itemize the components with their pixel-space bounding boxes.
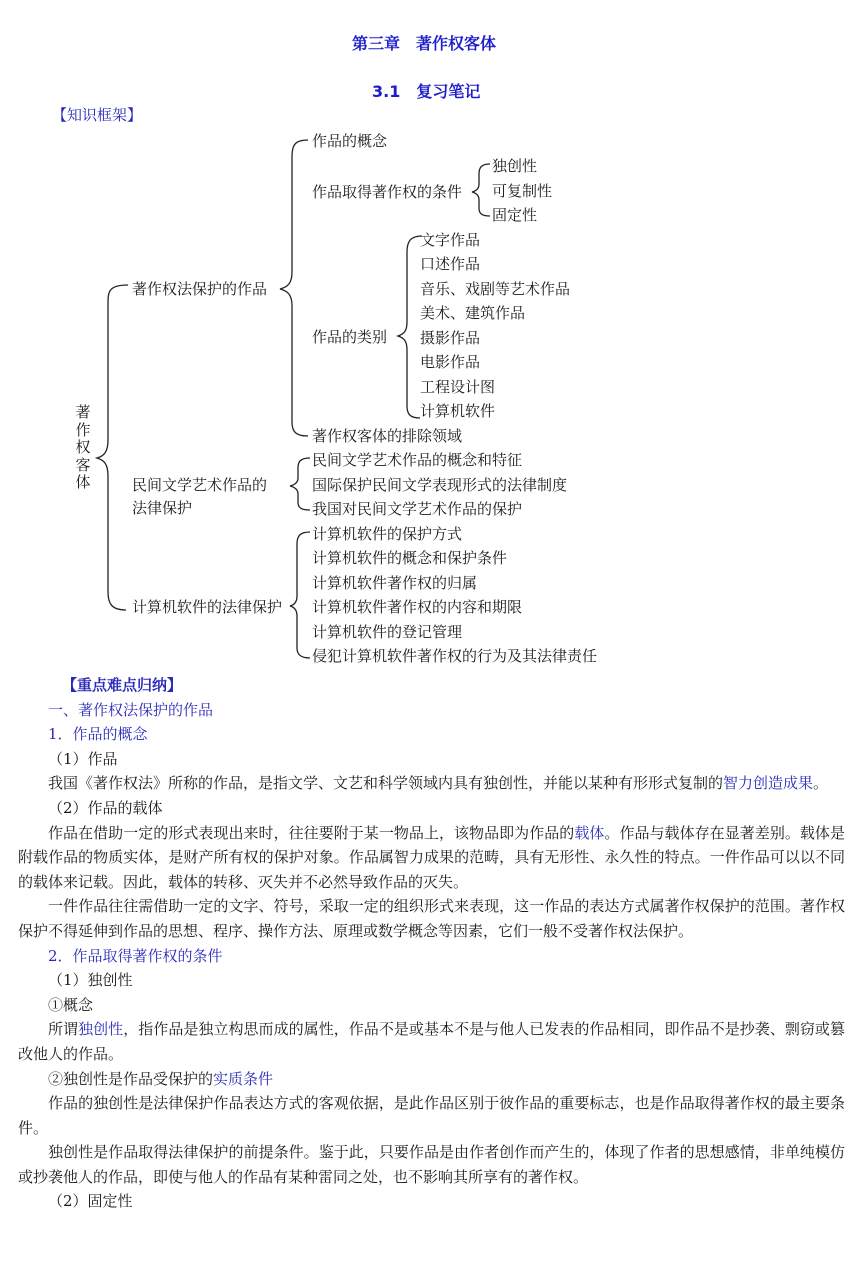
key-term: 独创性 xyxy=(78,1020,124,1039)
brace-branch2 xyxy=(290,458,310,510)
framework-heading: 【知识框架】 xyxy=(52,106,143,124)
brace-branch3 xyxy=(290,532,310,658)
branch3-item: 计算机软件的保护方式 xyxy=(312,525,463,543)
key-term: 实质条件 xyxy=(213,1069,274,1088)
text-run: 。 xyxy=(813,774,829,793)
subsection-heading: 2．作品取得著作权的条件 xyxy=(48,946,223,965)
category-item: 文字作品 xyxy=(420,231,481,249)
branch1-concept: 作品的概念 xyxy=(312,132,388,150)
paragraph xyxy=(18,1017,845,1066)
category-item: 口述作品 xyxy=(420,255,481,273)
category-item: 摄影作品 xyxy=(420,329,481,347)
item-heading: ①概念 xyxy=(48,995,94,1014)
category-item: 计算机软件 xyxy=(420,402,496,420)
category-item: 工程设计图 xyxy=(420,378,496,396)
branch3-item: 计算机软件著作权的内容和期限 xyxy=(312,598,523,616)
branch1-conditions: 作品取得著作权的条件 xyxy=(312,183,463,201)
brace-categories xyxy=(398,236,422,418)
condition-item: 固定性 xyxy=(492,206,538,224)
item-heading xyxy=(18,1067,845,1092)
key-term: 智力创造成果 xyxy=(723,774,814,793)
category-item: 音乐、戏剧等艺术作品 xyxy=(420,280,571,298)
branch1-categories: 作品的类别 xyxy=(312,328,388,346)
paragraph: 独创性是作品取得法律保护的前提条件。鉴于此，只要作品是由作者创作而产生的，体现了作者的思想感情，非单纯模仿或抄袭他人的作品，即使与他人的作品有某种雷同之处，也不影响其所享有的著作权。 xyxy=(18,1143,845,1186)
text-run: 作品在借助一定的形式表现出来时，往往要附于某一物品上，该物品即为作品的 xyxy=(48,823,575,842)
text-run: ②独创性是作品受保护的 xyxy=(48,1069,214,1088)
branch2-label-line1: 民间文学艺术作品的 xyxy=(132,476,268,494)
item-heading: （1）作品 xyxy=(48,749,118,768)
branch2-item: 国际保护民间文学表现形式的法律制度 xyxy=(312,476,568,494)
summary-section xyxy=(18,673,845,1214)
branch3-item: 计算机软件的概念和保护条件 xyxy=(312,549,508,567)
chapter-title: 第三章 著作权客体 xyxy=(352,34,497,53)
item-heading: （1）独创性 xyxy=(48,971,133,990)
subsection-heading: 1．作品的概念 xyxy=(48,725,148,744)
branch2-item: 我国对民间文学艺术作品的保护 xyxy=(312,500,523,518)
item-heading: （2）固定性 xyxy=(48,1192,133,1211)
paragraph xyxy=(18,771,845,796)
paragraph: 一件作品往往需借助一定的文字、符号，采取一定的组织形式来表现，这一作品的表达方式属著作权保护的范围。著作权保护不得延伸到作品的思想、程序、操作方法、原理或数学概念等因素，它们一般不受著作权法保护。 xyxy=(18,897,845,940)
brace-root xyxy=(97,285,128,610)
text-run: ，指作品是独立构思而成的属性，作品不是或基本不是与他人已发表的作品相同，即作品不是抄袭、剽窃或篡改他人的作品。 xyxy=(18,1020,845,1063)
brace-branch1 xyxy=(280,140,308,436)
paragraph xyxy=(18,821,845,895)
category-item: 美术、建筑作品 xyxy=(420,304,526,322)
branch3-item: 侵犯计算机软件著作权的行为及其法律责任 xyxy=(312,647,598,665)
key-term: 载体 xyxy=(574,823,605,842)
paragraph: 作品的独创性是法律保护作品表达方式的客观依据，是此作品区别于彼作品的重要标志，也是作品取得著作权的最主要条件。 xyxy=(18,1094,845,1137)
branch1-label: 著作权法保护的作品 xyxy=(132,280,268,298)
condition-item: 独创性 xyxy=(492,157,538,175)
category-item: 电影作品 xyxy=(420,353,481,371)
summary-heading: 【重点难点归纳】 xyxy=(62,676,183,694)
branch3-label: 计算机软件的法律保护 xyxy=(132,598,283,616)
text-run: 我国《著作权法》所称的作品，是指文学、文艺和科学领域内具有独创性，并能以某种有形形式复制的 xyxy=(48,774,724,793)
item-heading: （2）作品的载体 xyxy=(48,798,163,817)
framework-root: 著作权客体 xyxy=(75,403,91,491)
brace-conditions xyxy=(472,164,490,216)
condition-item: 可复制性 xyxy=(492,182,553,200)
branch2-label-line2: 法律保护 xyxy=(132,499,193,517)
section-heading: 一、著作权法保护的作品 xyxy=(48,700,214,719)
text-run: 。作品与载体存在显著差别。载体是附载作品的物质实体，是财产所有权的保护对象。作品属智力成果的范畴，具有无形性、永久性的特点。一件作品可以以不同的载体来记载。因此，载体的转移、灭失并不必然导致作品的灭失。 xyxy=(18,823,845,891)
section-title: 3.1 复习笔记 xyxy=(372,82,481,101)
branch1-excluded: 著作权客体的排除领域 xyxy=(312,427,463,445)
branch2-item: 民间文学艺术作品的概念和特征 xyxy=(312,451,523,469)
branch3-item: 计算机软件的登记管理 xyxy=(312,623,463,641)
branch3-item: 计算机软件著作权的归属 xyxy=(312,574,478,592)
text-run: 所谓 xyxy=(48,1020,79,1039)
